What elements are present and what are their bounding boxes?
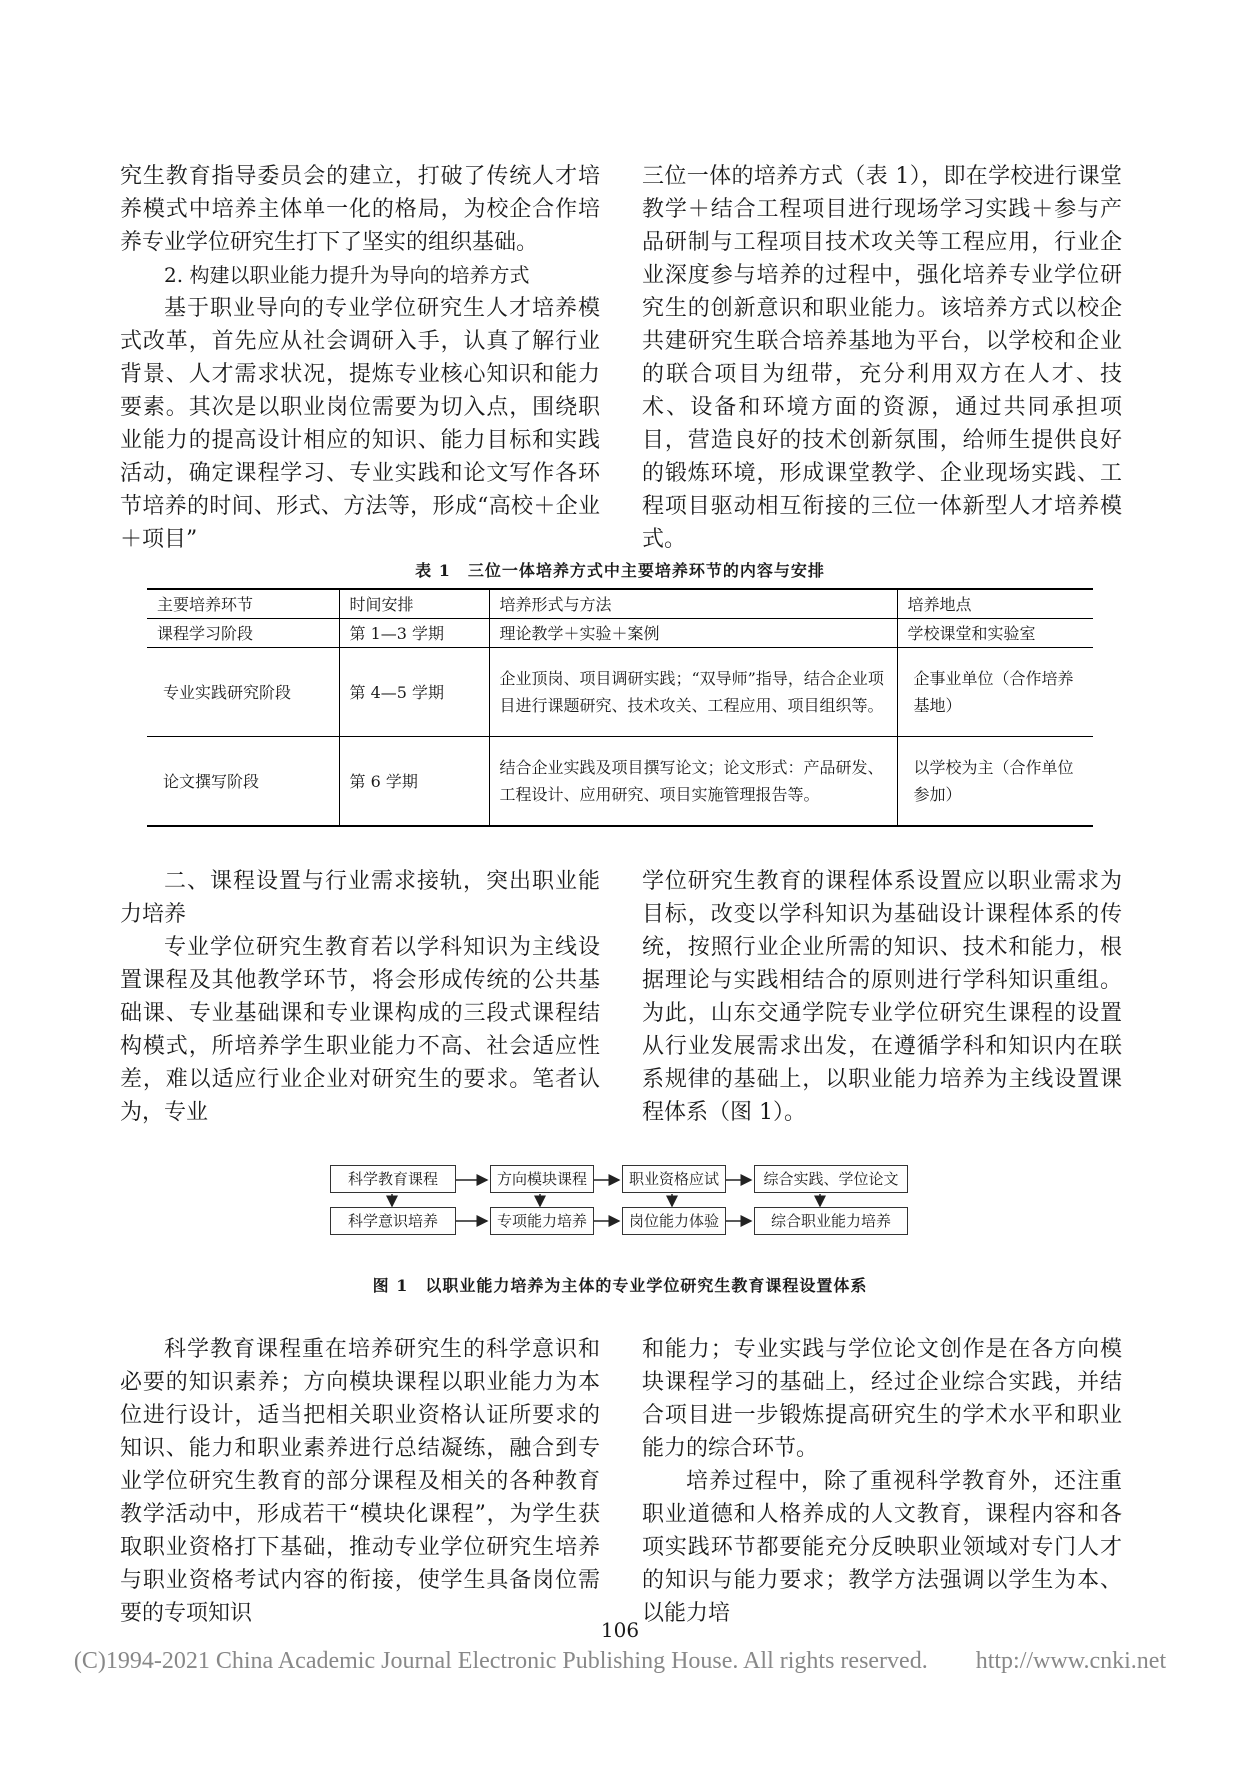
table-cell: 以学校为主（合作单位参加） [897, 737, 1093, 827]
table-header-cell: 时间安排 [339, 589, 489, 619]
flow-box: 综合实践、学位论文 [754, 1165, 908, 1193]
table-cell: 理论教学＋实验＋案例 [489, 619, 897, 648]
table-cell: 专业实践研究阶段 [147, 648, 339, 737]
flow-box: 综合职业能力培养 [754, 1207, 908, 1235]
table-cell: 课程学习阶段 [147, 619, 339, 648]
paragraph: 专业学位研究生教育若以学科知识为主线设置课程及其他教学环节，将会形成传统的公共基础课、专业基础课和专业课构成的三段式课程结构模式，所培养学生职业能力不高、社会适应性差，难以适应行业企业对研究生的要求。笔者认为，专业 [120, 935, 600, 1125]
text-column-bottom-left [120, 1333, 600, 1630]
table-row [147, 737, 1093, 827]
text-column-bottom-right [642, 1333, 1122, 1630]
table-cell: 第 6 学期 [339, 737, 489, 827]
table-row [147, 648, 1093, 737]
table-header-row [147, 589, 1093, 619]
table-header-cell: 主要培养环节 [147, 589, 339, 619]
paragraph: 基于职业导向的专业学位研究生人才培养模式改革，首先应从社会调研入手，认真了解行业背景、人才需求状况，提炼专业核心知识和能力要素。其次是以职业岗位需要为切入点，围绕职业能力的提高设计相应的知识、能力目标和实践活动，确定课程学习、专业实践和论文写作各环节培养的时间、形式、方法等，形成“高校＋企业＋项目” [120, 296, 600, 552]
paragraph: 学位研究生教育的课程体系设置应以职业需求为目标，改变以学科知识为基础设计课程体系的传统，按照行业企业所需的知识、技术和能力，根据理论与实践相结合的原则进行学科知识重组。为此，山东交通学院专业学位研究生课程的设置从行业发展需求出发，在遵循学科和知识内在联系规律的基础上，以职业能力培养为主线设置课程体系（图 1）。 [642, 869, 1122, 1125]
flow-box: 科学教育课程 [330, 1165, 456, 1193]
copyright-watermark: (C)1994-2021 China Academic Journal Electronic Publishing House. All rights reserved. http://www.cnki.net [73, 1648, 1167, 1674]
section-heading: 二、课程设置与行业需求接轨，突出职业能力培养 [120, 869, 600, 927]
table-cell: 企事业单位（合作培养基地） [897, 648, 1093, 737]
table-cell: 学校课堂和实验室 [897, 619, 1093, 648]
section-subheading: 2. 构建以职业能力提升为导向的培养方式 [164, 263, 530, 287]
paragraph: 科学教育课程重在培养研究生的科学意识和必要的知识素养；方向模块课程以职业能力为本位进行设计，适当把相关职业资格认证所要求的知识、能力和职业素养进行总结凝练，融合到专业学位研究生教育的部分课程及相关的各种教育教学活动中，形成若干“模块化课程”，为学生获取职业资格打下基础，推动专业学位研究生培养与职业资格考试内容的衔接，使学生具备岗位需要的专项知识 [120, 1337, 600, 1626]
table-cell: 企业顶岗、项目调研实践；“双导师”指导，结合企业项目进行课题研究、技术攻关、工程应用、项目组织等。 [489, 648, 897, 737]
flow-box: 专项能力培养 [490, 1207, 594, 1235]
figure-caption: 图 1 以职业能力培养为主体的专业学位研究生教育课程设置体系 [372, 1276, 868, 1295]
table-row [147, 619, 1093, 648]
table-cell: 第 1—3 学期 [339, 619, 489, 648]
table-cell: 论文撰写阶段 [147, 737, 339, 827]
paragraph: 和能力；专业实践与学位论文创作是在各方向模块课程学习的基础上，经过企业综合实践，并结合项目进一步锻炼提高研究生的学术水平和职业能力的综合环节。 [642, 1337, 1122, 1461]
table-caption: 表 1 三位一体培养方式中主要培养环节的内容与安排 [415, 561, 825, 580]
text-column-top-right [642, 160, 1122, 556]
table-1 [147, 588, 1093, 827]
flow-box: 职业资格应试 [622, 1165, 726, 1193]
text-column-middle-left [120, 865, 600, 1129]
flow-box: 岗位能力体验 [622, 1207, 726, 1235]
table-cell: 第 4—5 学期 [339, 648, 489, 737]
paragraph: 培养过程中，除了重视科学教育外，还注重职业道德和人格养成的人文教育，课程内容和各项实践环节都要能充分反映职业领域对专门人才的知识与能力要求；教学方法强调以学生为本、以能力培 [642, 1469, 1122, 1626]
page-number: 106 [600, 1618, 640, 1642]
table-header-cell: 培养地点 [897, 589, 1093, 619]
text-column-middle-right [642, 865, 1122, 1129]
paragraph: 究生教育指导委员会的建立，打破了传统人才培养模式中培养主体单一化的格局，为校企合作培养专业学位研究生打下了坚实的组织基础。 [120, 164, 600, 255]
table-cell: 结合企业实践及项目撰写论文；论文形式：产品研发、工程设计、应用研究、项目实施管理报告等。 [489, 737, 897, 827]
flow-box: 方向模块课程 [490, 1165, 594, 1193]
paragraph: 三位一体的培养方式（表 1），即在学校进行课堂教学＋结合工程项目进行现场学习实践＋参与产品研制与工程项目技术攻关等工程应用，行业企业深度参与培养的过程中，强化培养专业学位研究生的创新意识和职业能力。该培养方式以校企共建研究生联合培养基地为平台，以学校和企业的联合项目为纽带，充分利用双方在人才、技术、设备和环境方面的资源，通过共同承担项目，营造良好的技术创新氛围，给师生提供良好的锻炼环境，形成课堂教学、企业现场实践、工程项目驱动相互衔接的三位一体新型人才培养模式。 [642, 164, 1122, 552]
figure-1-flowchart [330, 1163, 910, 1243]
table-header-cell: 培养形式与方法 [489, 589, 897, 619]
flow-box: 科学意识培养 [330, 1207, 456, 1235]
text-column-top-left [120, 160, 600, 556]
